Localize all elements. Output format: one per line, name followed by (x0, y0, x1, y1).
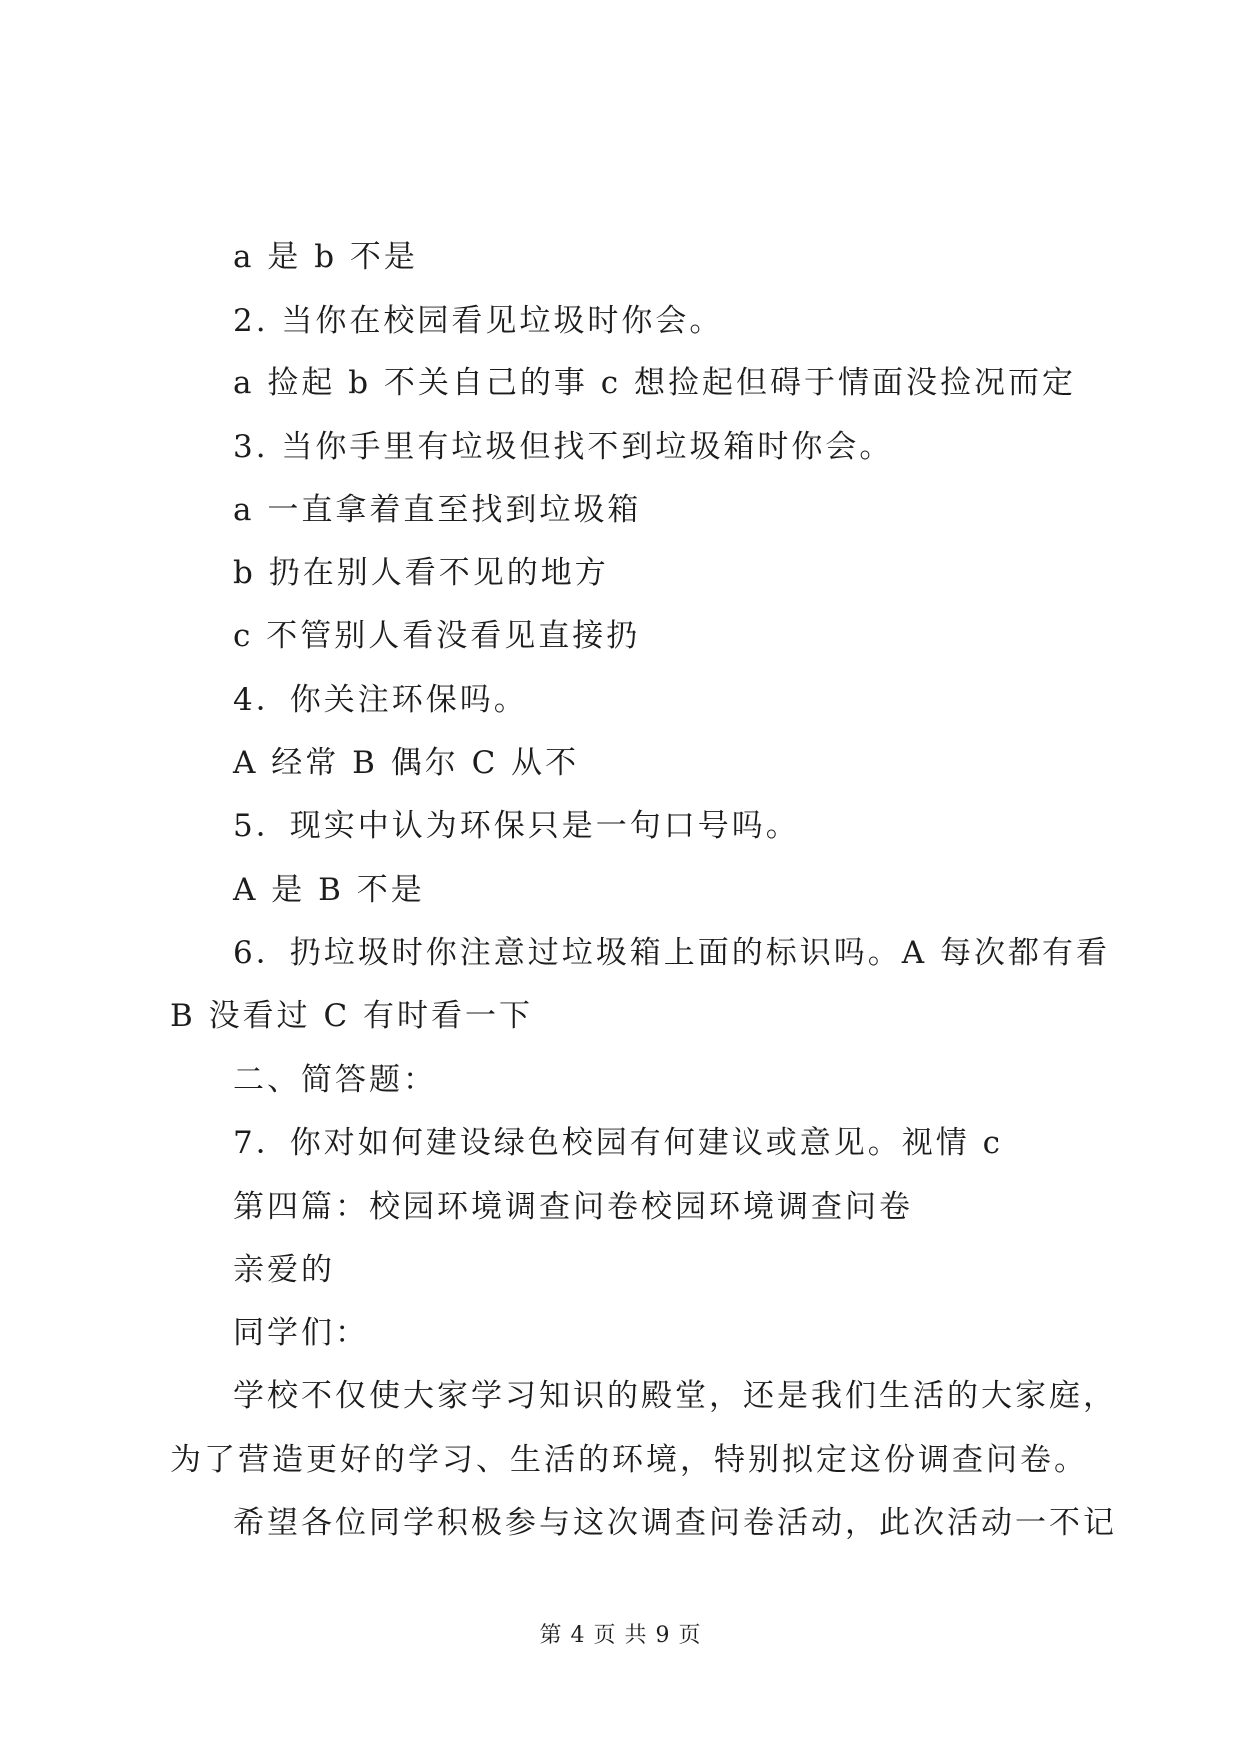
line-options-q4: A 经常 B 偶尔 C 从不 (233, 745, 580, 781)
line-option-q1: a 是 b 不是 (233, 239, 418, 275)
line-option-q3-a: a 一直拿着直至找到垃圾箱 (233, 492, 642, 528)
line-paragraph-2: 为了营造更好的学习、生活的环境，特别拟定这份调查问卷。 (170, 1442, 1088, 1478)
line-question-3: 3. 当你手里有垃圾但找不到垃圾箱时你会。 (233, 429, 894, 465)
line-question-2: 2. 当你在校园看见垃圾时你会。 (233, 303, 724, 339)
line-options-q5: A 是 B 不是 (233, 872, 425, 908)
line-option-q3-c: c 不管别人看没看见直接扔 (233, 618, 641, 654)
line-greeting: 亲爱的 (233, 1252, 335, 1288)
line-chapter-title: 第四篇：校园环境调查问卷校园环境调查问卷 (233, 1189, 913, 1225)
line-options-q2: a 捡起 b 不关自己的事 c 想捡起但碍于情面没捡况而定 (233, 365, 1076, 401)
line-question-7: 7．你对如何建设绿色校园有何建议或意见。视情 c (233, 1125, 1003, 1161)
line-paragraph-1: 学校不仅使大家学习知识的殿堂，还是我们生活的大家庭， (233, 1378, 1117, 1414)
line-section-heading: 二、简答题： (233, 1062, 437, 1098)
line-paragraph-3: 希望各位同学积极参与这次调查问卷活动，此次活动一不记 (233, 1505, 1117, 1541)
line-question-6: 6．扔垃圾时你注意过垃圾箱上面的标识吗。A 每次都有看 (233, 935, 1110, 971)
line-question-5: 5．现实中认为环保只是一句口号吗。 (233, 808, 800, 844)
line-option-q3-b: b 扔在别人看不见的地方 (233, 555, 609, 591)
line-question-4: 4．你关注环保吗。 (233, 682, 528, 718)
line-salutation: 同学们： (233, 1315, 369, 1351)
page-footer: 第 4 页 共 9 页 (539, 1623, 702, 1648)
line-options-q6: B 没看过 C 有时看一下 (170, 998, 534, 1034)
